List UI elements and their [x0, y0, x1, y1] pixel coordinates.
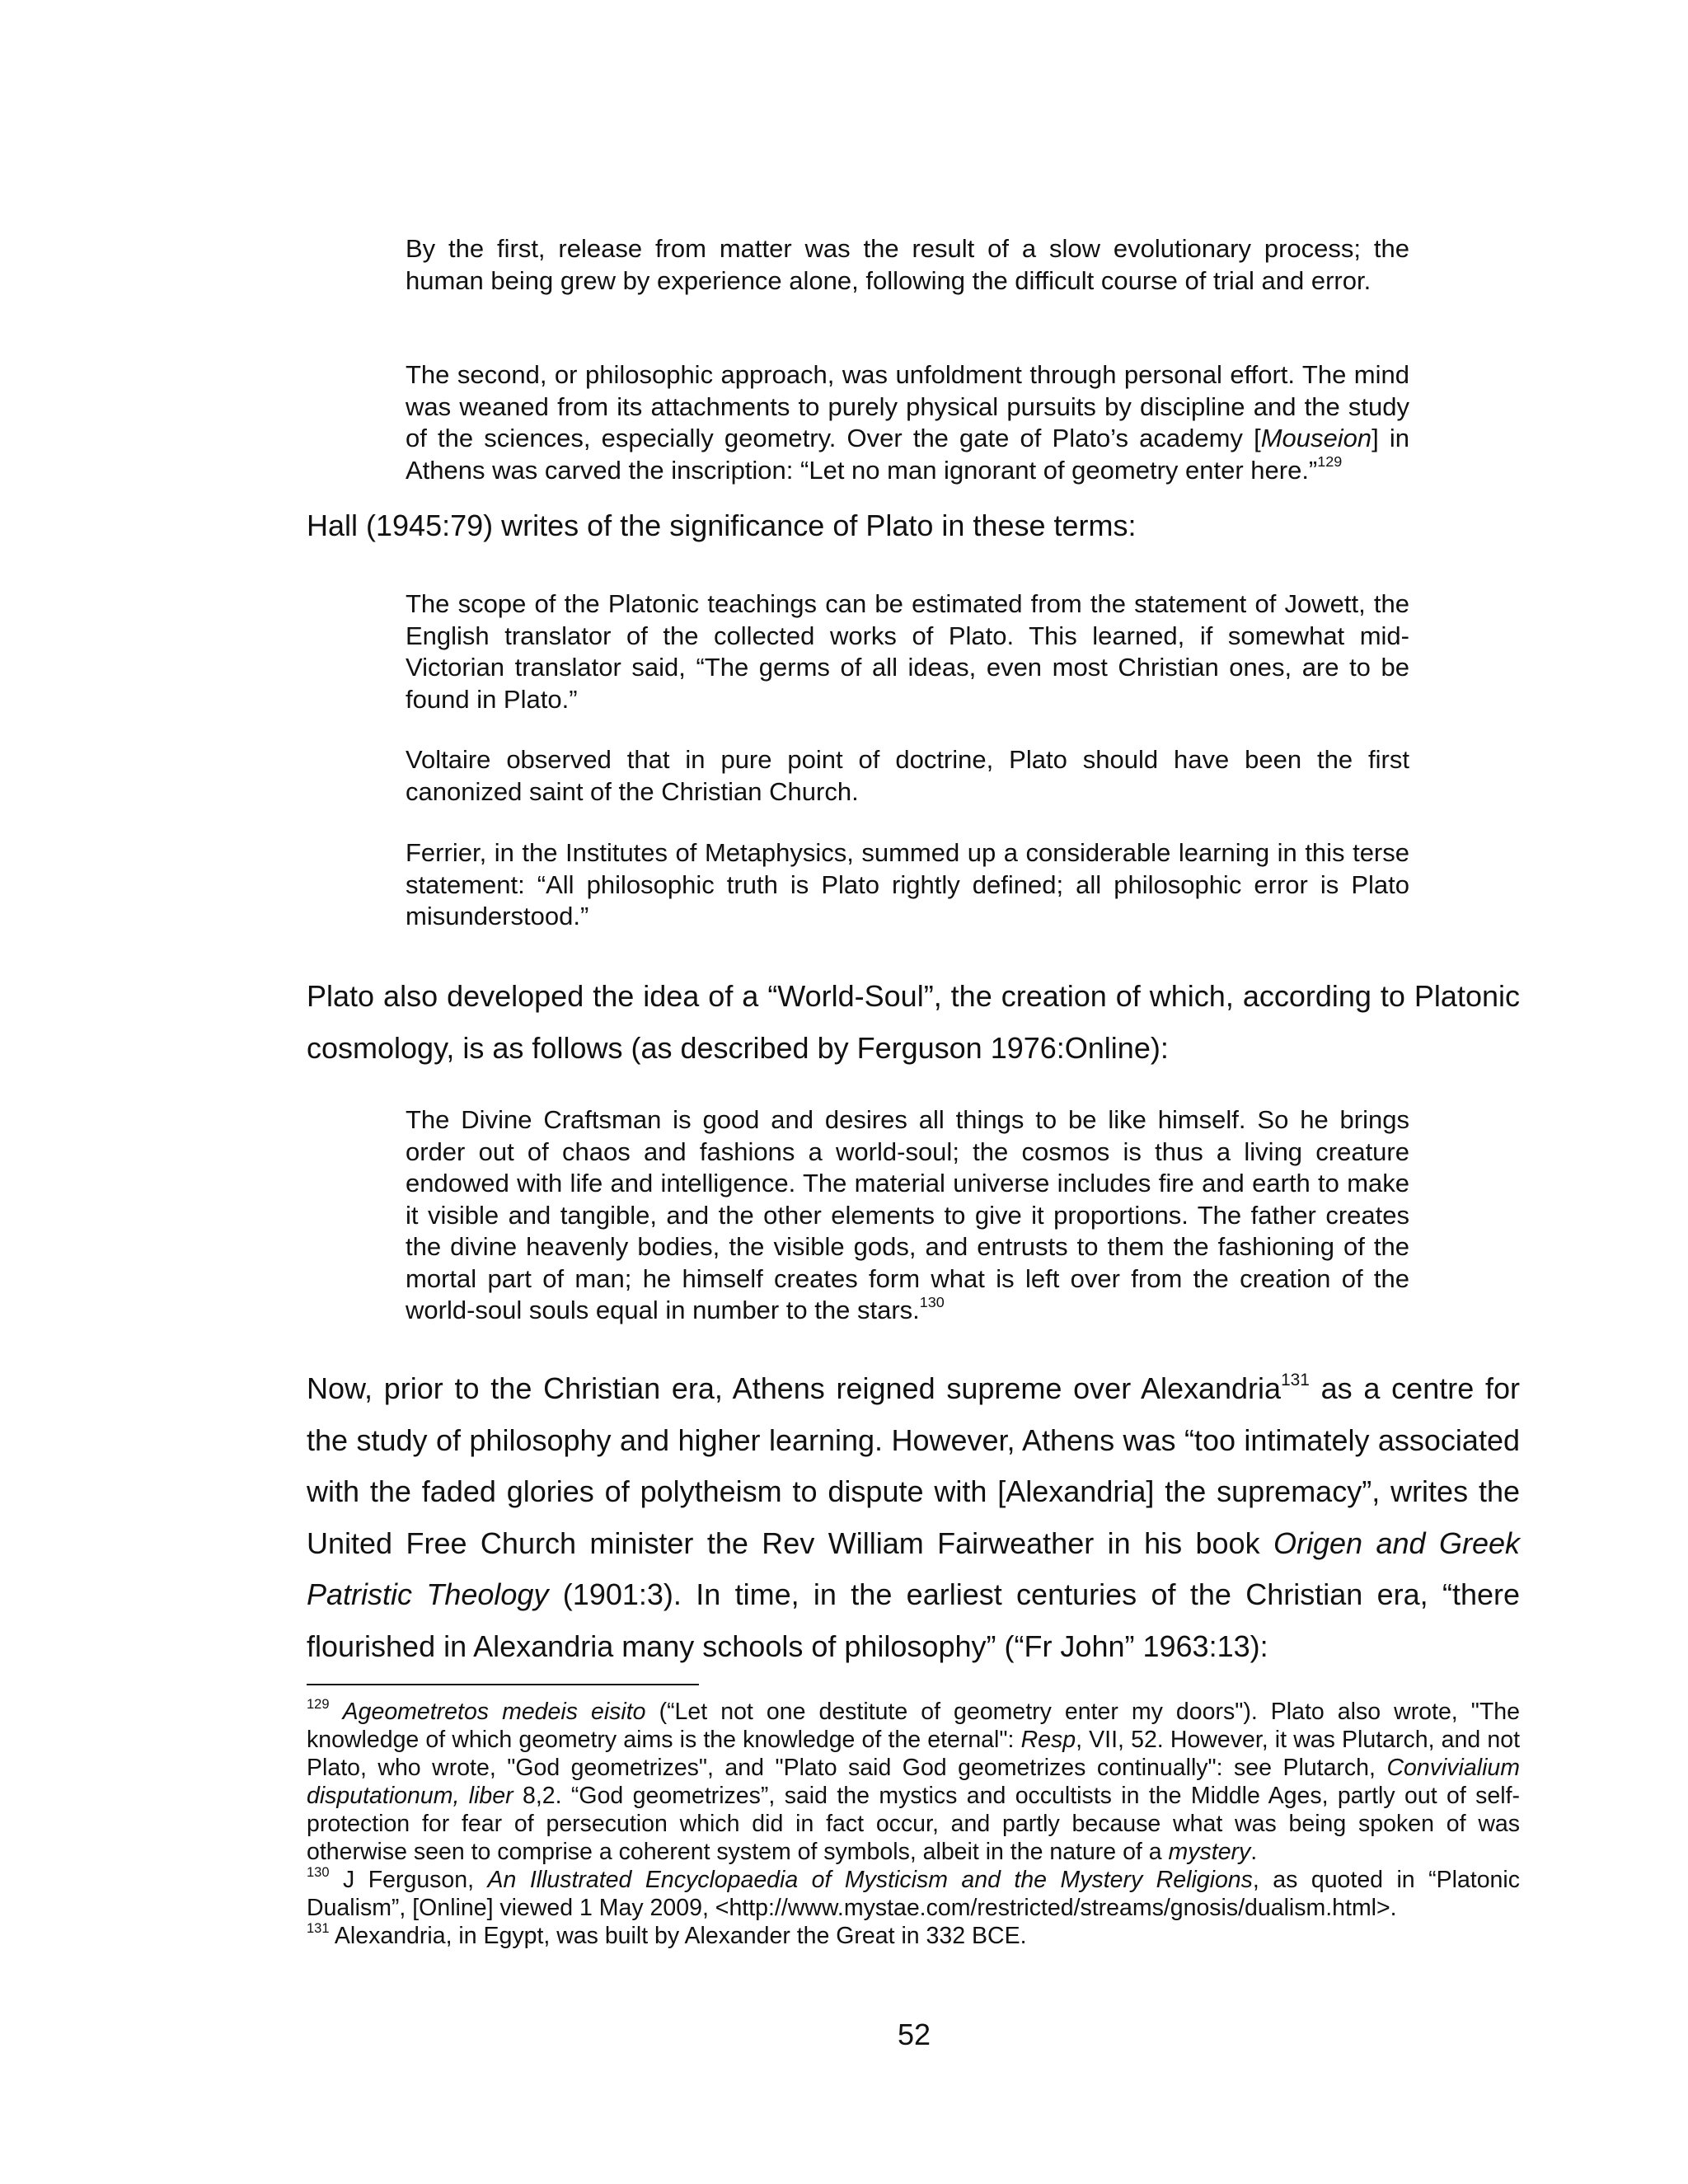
block-quote-paragraph: The scope of the Platonic teachings can be estimated from the statement of Jowett, the English translator of the collected works of Plato. This learned, if somewhat mid-Victorian translator said, “The germs of all ideas, even most Christian ones, are to be found in Plato.”	[406, 589, 1409, 714]
footnote-separator	[307, 1684, 699, 1685]
footnote-ref-129[interactable]: 129	[1317, 453, 1343, 471]
body-text: Now, prior to the Christian era, Athens reigned supreme over Alexandria	[307, 1371, 1282, 1405]
block-quote-paragraph	[406, 1104, 1409, 1327]
book-title: Origen and Greek Patristic Theology	[307, 1526, 1520, 1611]
footnote-129	[307, 1698, 1520, 1866]
footnote-131	[307, 1922, 1520, 1950]
body-paragraph	[307, 1363, 1520, 1672]
quote-text: ] in Athens was carved the inscription: “Let no man ignorant of geometry enter here.”	[406, 424, 1409, 485]
block-quote-paragraph: Voltaire observed that in pure point of doctrine, Plato should have been the first canonized saint of the Christian Church.	[406, 745, 1409, 806]
italic-term: Ageometretos medeis eisito	[342, 1699, 646, 1725]
body-paragraph: Plato also developed the idea of a “World-Soul”, the creation of which, according to Platonic cosmology, is as follows (as described by Ferguson 1976:Online):	[307, 979, 1520, 1065]
footnote-ref-130[interactable]: 130	[919, 1293, 945, 1310]
footnote-text: 8,2. “God geometrizes”, said the mystics and occultists in the Middle Ages, partly out of self-protection for fear of persecution which did in fact occur, and partly because what was being spoken of was otherwise seen to comprise a coherent system of symbols, albeit in the nature of a	[307, 1783, 1520, 1865]
footnote-number: 131	[307, 1920, 330, 1937]
body-text: as a centre for the study of philosophy and higher learning. However, Athens was “too intimately associated with the faded glories of polytheism to dispute with [Alexandria] the supremacy”, writes the United Free Church minister the Rev William Fairweather in his book	[307, 1371, 1520, 1560]
footnote-text: (“Let not one destitute of geometry enter my doors"). Plato also wrote, "The knowledge of which geometry aims is the knowledge of the eternal":	[307, 1699, 1520, 1753]
body-paragraph: Hall (1945:79) writes of the significance of Plato in these terms:	[307, 509, 1137, 542]
footnotes	[307, 1698, 1520, 1950]
italic-term: Resp	[1020, 1727, 1076, 1753]
block-quote-paragraph: By the first, release from matter was the result of a slow evolutionary process; the human being grew by experience alone, following the difficult course of trial and error.	[406, 234, 1409, 295]
footnote-text: , VII, 52. However, it was Plutarch, and not Plato, who wrote, "God geometrizes", and "Plato said God geometrizes continually": see Plutarch,	[307, 1727, 1520, 1781]
book-title: An Illustrated Encyclopaedia of Mysticism and the Mystery Religions	[487, 1867, 1253, 1893]
italic-term: mystery	[1168, 1839, 1251, 1865]
footnote-number: 129	[307, 1696, 330, 1713]
body-text: (1901:3). In time, in the earliest centuries of the Christian era, “there flourished in Alexandria many schools of philosophy” (“Fr John” 1963:13):	[307, 1577, 1521, 1663]
footnote-text: Alexandria, in Egypt, was built by Alexander the Great in 332 BCE.	[329, 1923, 1027, 1949]
italic-term: Convivialium disputationum, liber	[307, 1755, 1520, 1809]
block-quote-paragraph: Ferrier, in the Institutes of Metaphysics, summed up a considerable learning in this terse statement: “All philosophic truth is Plato rightly defined; all philosophic error is Plato misunderstood.”	[406, 838, 1409, 930]
footnote-text: .	[1250, 1839, 1258, 1865]
page-number: 52	[897, 2018, 931, 2051]
italic-term: Mouseion	[1260, 424, 1372, 452]
footnote-text: , as quoted in “Platonic Dualism”, [Online] viewed 1 May 2009, <http://www.mystae.com/restricted/streams/gnosis/dualism.html>.	[307, 1867, 1520, 1921]
footnote-text: J Ferguson,	[329, 1867, 488, 1893]
quote-text: The Divine Craftsman is good and desires all things to be like himself. So he brings order out of chaos and fashions a world-soul; the cosmos is thus a living creature endowed with life and intelligence. The material universe includes fire and earth to make it visible and tangible, and the other elements to give it proportions. The father creates the divine heavenly bodies, the visible gods, and entrusts to them the fashioning of the mortal part of man; he himself creates form what is left over from the creation of the world-soul souls equal in number to the stars.	[406, 1105, 1409, 1324]
block-quote-paragraph	[406, 359, 1409, 486]
footnote-130	[307, 1866, 1520, 1922]
footnote-number: 130	[307, 1864, 330, 1881]
quote-text: The second, or philosophic approach, was unfoldment through personal effort. The mind was weaned from its attachments to purely physical pursuits by discipline and the study of the sciences, especially geometry. Over the gate of Plato’s academy [	[406, 360, 1409, 452]
footnote-ref-131[interactable]: 131	[1281, 1370, 1310, 1390]
